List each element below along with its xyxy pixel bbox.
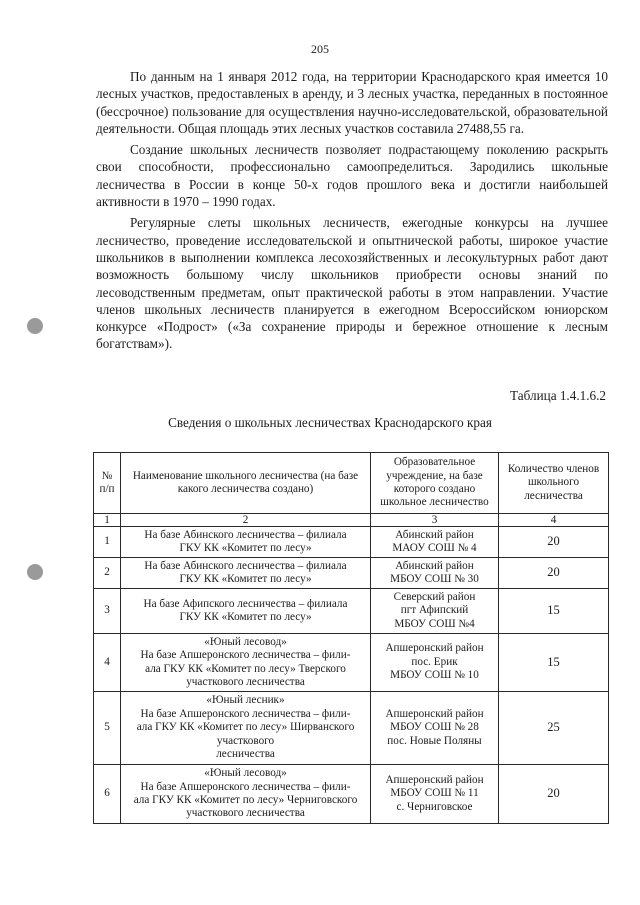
school-name: [371, 589, 499, 634]
forestry-name-line: На базе Апшеронского лесничества – фили-: [140, 649, 351, 662]
forestry-name-line: ГКУ КК «Комитет по лесу»: [179, 573, 312, 585]
member-count: 15: [499, 589, 609, 634]
body-text: [96, 68, 608, 357]
forestry-name: [121, 527, 371, 558]
member-count: 15: [499, 634, 609, 692]
school-name-line: МБОУ СОШ №4: [394, 617, 475, 630]
row-number: 2: [94, 558, 121, 589]
table-row: [94, 589, 609, 634]
school-name-line: Абинский район: [395, 559, 474, 572]
school-name: [371, 765, 499, 824]
header-school: Образовательное учреждение, на базе которого создано школьное лесничество: [371, 453, 499, 514]
column-number: 4: [499, 514, 609, 527]
school-name-line: МБОУ СОШ № 11: [390, 787, 479, 800]
paragraph-1: По данным на 1 января 2012 года, на территории Краснодарского края имеется 10 лесных участков, предоставленых в аренду, и 3 лесных участка, переданных в постоянное (бессрочное) пользование для осуществления научно-исследовательской, образовательной деятельности. Общая площадь этих лесных участков составила 27488,55 га.: [96, 69, 608, 136]
school-name: [371, 558, 499, 589]
school-name-line: Северский район: [393, 590, 476, 603]
column-number: 1: [94, 514, 121, 527]
forestry-name-line: лесничества: [216, 748, 275, 761]
forestry-name-line: На базе Апшеронского лесничества – фили-: [140, 707, 351, 720]
forestry-name: [121, 589, 371, 634]
forestry-name: [121, 692, 371, 765]
forestry-name-line: ГКУ КК «Комитет по лесу»: [179, 542, 312, 554]
school-name-line: МАОУ СОШ № 4: [392, 542, 477, 554]
header-name: Наименование школьного лесничества (на базе какого лесничества создано): [121, 453, 371, 514]
table-row: [94, 692, 609, 765]
punch-hole-mark: [27, 564, 43, 580]
forestry-name-line: ала ГКУ КК «Комитет по лесу» Тверского: [145, 662, 346, 675]
school-name-line: Апшеронский район: [385, 773, 484, 786]
table-label: Таблица 1.4.1.6.2: [510, 388, 606, 403]
school-name: [371, 527, 499, 558]
school-name-line: Апшеронский район: [385, 707, 484, 720]
school-name-line: с. Черниговское: [396, 800, 473, 813]
paragraph-3: Регулярные слеты школьных лесничеств, ежегодные конкурсы на лучшее лесничество, проведение исследовательской и опытнической работы, широкое участие школьников в выполнении комплекса лесохозяйственных и лесокультурных работ дают возможность большому числу школьников приобрести основы знаний по лесоводственным предметам, опыт практической работы в этом направлении. Участие членов школьных лесничеств планируется в ежегодном Всероссийском юниорском конкурсе «Подрост» («За сохранение природы и бережное отношение к лесным богатствам»).: [96, 215, 608, 352]
school-name-line: МБОУ СОШ № 28: [390, 721, 479, 734]
member-count: 20: [499, 558, 609, 589]
school-name-line: пос. Ерик: [411, 655, 458, 668]
column-number-row: [94, 514, 609, 527]
school-name-line: Абинский район: [395, 528, 474, 541]
member-count: 25: [499, 692, 609, 765]
table-row: [94, 765, 609, 824]
forestry-name: [121, 634, 371, 692]
forestry-name-line: ала ГКУ КК «Комитет по лесу» Черниговского: [133, 794, 358, 806]
school-name-line: пгт Афипский: [400, 604, 469, 617]
paragraph-2: Создание школьных лесничеств позволяет подрастающему поколению раскрыть свои способности, профессионально самоопределиться. Зародились школьные лесничества в России в конце 50-х годов прошлого века и достигли наибольшей активности в 1970 – 1990 годах.: [96, 142, 608, 210]
forestry-name-line: ГКУ КК «Комитет по лесу»: [179, 611, 312, 623]
school-name: [371, 692, 499, 765]
forestry-name-line: участкового лесничества: [186, 675, 305, 688]
column-number: 3: [371, 514, 499, 527]
row-number: 1: [94, 527, 121, 558]
forestry-name-line: ала ГКУ КК «Комитет по лесу» Ширванского: [136, 721, 355, 734]
forestry-name: [121, 558, 371, 589]
table-row: [94, 527, 609, 558]
school-name: [371, 634, 499, 692]
member-count: 20: [499, 527, 609, 558]
forestry-name-line: На базе Апшеронского лесничества – фили-: [140, 780, 351, 793]
school-name-line: Апшеронский район: [385, 642, 484, 655]
forestry-name-line: «Юный лесовод»: [204, 767, 287, 780]
row-number: 4: [94, 634, 121, 692]
row-number: 3: [94, 589, 121, 634]
forestry-name-line: «Юный лесник»: [206, 694, 285, 707]
row-number: 6: [94, 765, 121, 824]
forestry-name: [121, 765, 371, 824]
page-number: 205: [311, 42, 329, 56]
forestry-table: [93, 452, 609, 824]
forestry-name-line: На базе Афипского лесничества – филиала: [143, 597, 348, 610]
member-count: 20: [499, 765, 609, 824]
table-title: Сведения о школьных лесничествах Краснодарского края: [168, 415, 492, 430]
school-name-line: пос. Новые Поляны: [387, 734, 482, 747]
forestry-name-line: На базе Абинского лесничества – филиала: [144, 528, 347, 541]
table-row: [94, 634, 609, 692]
forestry-name-line: На базе Абинского лесничества – филиала: [144, 559, 347, 572]
forestry-name-line: участкового: [216, 734, 275, 747]
header-num: № п/п: [94, 453, 121, 514]
header-count: Количество членов школьного лесничества: [499, 453, 609, 514]
school-name-line: МБОУ СОШ № 10: [390, 669, 479, 682]
punch-hole-mark: [27, 318, 43, 334]
table-row: [94, 558, 609, 589]
row-number: 5: [94, 692, 121, 765]
forestry-name-line: «Юный лесовод»: [204, 635, 287, 648]
column-number: 2: [121, 514, 371, 527]
forestry-name-line: участкового лесничества: [186, 807, 305, 820]
school-name-line: МБОУ СОШ № 30: [390, 573, 479, 585]
table-header-row: [94, 453, 609, 514]
